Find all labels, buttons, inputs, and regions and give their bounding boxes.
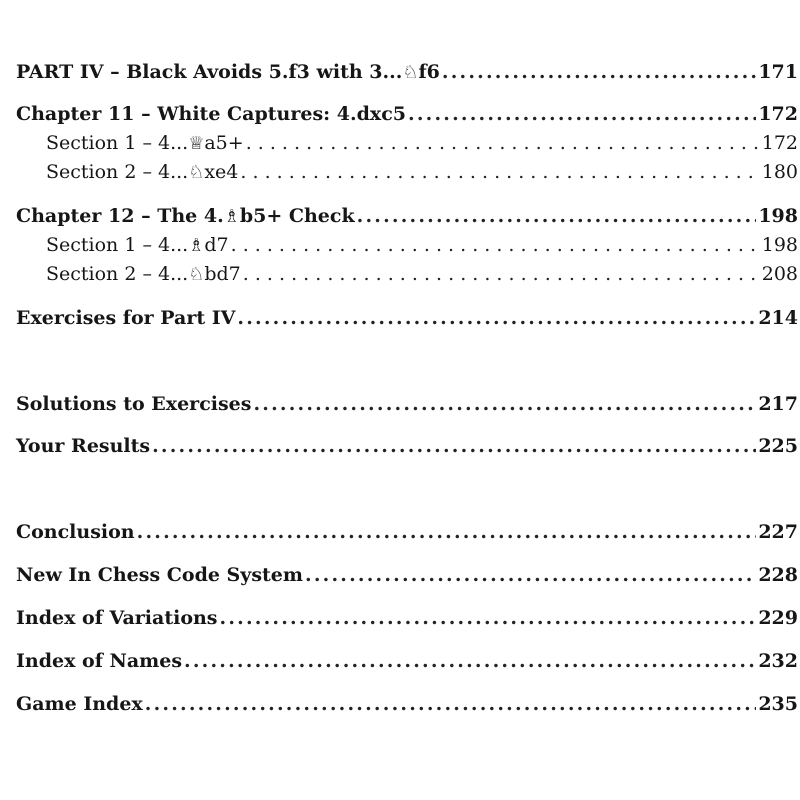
dot-leader bbox=[184, 648, 756, 674]
toc-entry-ch11-section-2 bbox=[46, 159, 798, 185]
toc-entry-conclusion bbox=[16, 519, 798, 545]
entry-title: Section 2 – 4...♘bd7 bbox=[46, 263, 241, 285]
dot-leader bbox=[305, 562, 756, 588]
page-number: 228 bbox=[758, 564, 798, 586]
toc-entry-part-iv bbox=[16, 59, 798, 85]
page-number: 227 bbox=[758, 521, 798, 543]
toc-entry-exercises bbox=[16, 305, 798, 331]
page-number: 225 bbox=[758, 435, 798, 457]
knight-icon: ♘ bbox=[188, 264, 205, 285]
entry-title: Section 1 – 4...♕a5+ bbox=[46, 132, 244, 154]
toc-entry-solutions bbox=[16, 391, 798, 417]
dot-leader bbox=[145, 691, 757, 717]
entry-title: Game Index bbox=[16, 693, 143, 715]
entry-title: Your Results bbox=[16, 435, 151, 457]
dot-leader bbox=[442, 59, 756, 85]
page-number: 171 bbox=[758, 61, 798, 83]
toc-entry-ch11-section-1 bbox=[46, 130, 798, 156]
page-number: 232 bbox=[758, 650, 798, 672]
page-number: 235 bbox=[758, 693, 798, 715]
entry-title: New In Chess Code System bbox=[16, 564, 303, 586]
toc-entry-your-results bbox=[16, 433, 798, 459]
dot-leader bbox=[220, 605, 757, 631]
toc-entry-index-names bbox=[16, 648, 798, 674]
dot-leader bbox=[152, 433, 756, 459]
dot-leader bbox=[231, 232, 760, 258]
entry-title: PART IV – Black Avoids 5.f3 with 3...♘f6 bbox=[16, 61, 440, 83]
queen-icon: ♕ bbox=[188, 133, 205, 154]
toc-entry-code-system bbox=[16, 562, 798, 588]
toc-entry-index-variations bbox=[16, 605, 798, 631]
page-number: 208 bbox=[761, 263, 798, 285]
toc-entry-chapter-11 bbox=[16, 101, 798, 127]
knight-icon: ♘ bbox=[188, 162, 205, 183]
dot-leader bbox=[240, 159, 759, 185]
bishop-icon: ♗ bbox=[188, 235, 205, 256]
entry-title: Chapter 11 – White Captures: 4.dxc5 bbox=[16, 103, 407, 125]
knight-icon: ♘ bbox=[402, 62, 419, 83]
entry-title: Index of Variations bbox=[16, 607, 218, 629]
page-number: 229 bbox=[758, 607, 798, 629]
dot-leader bbox=[246, 130, 760, 156]
entry-title: Conclusion bbox=[16, 521, 135, 543]
toc-entry-chapter-12 bbox=[16, 203, 798, 229]
page-number: 172 bbox=[761, 132, 798, 154]
page-number: 172 bbox=[758, 103, 798, 125]
dot-leader bbox=[357, 203, 757, 229]
dot-leader bbox=[137, 519, 757, 545]
page-number: 217 bbox=[758, 393, 798, 415]
entry-title: Chapter 12 – The 4.♗b5+ Check bbox=[16, 205, 355, 227]
entry-title: Section 1 – 4...♗d7 bbox=[46, 234, 229, 256]
toc-entry-ch12-section-2 bbox=[46, 261, 798, 287]
dot-leader bbox=[408, 101, 756, 127]
bishop-icon: ♗ bbox=[223, 206, 240, 227]
dot-leader bbox=[253, 391, 756, 417]
toc-entry-game-index bbox=[16, 691, 798, 717]
toc-entry-ch12-section-1 bbox=[46, 232, 798, 258]
page-number: 198 bbox=[758, 205, 798, 227]
entry-title: Section 2 – 4...♘xe4 bbox=[46, 161, 239, 183]
page-number: 180 bbox=[761, 161, 798, 183]
entry-title: Solutions to Exercises bbox=[16, 393, 252, 415]
entry-title: Exercises for Part IV bbox=[16, 307, 236, 329]
dot-leader bbox=[243, 261, 760, 287]
entry-title: Index of Names bbox=[16, 650, 183, 672]
dot-leader bbox=[237, 305, 756, 331]
page-number: 198 bbox=[761, 234, 798, 256]
page-number: 214 bbox=[758, 307, 798, 329]
